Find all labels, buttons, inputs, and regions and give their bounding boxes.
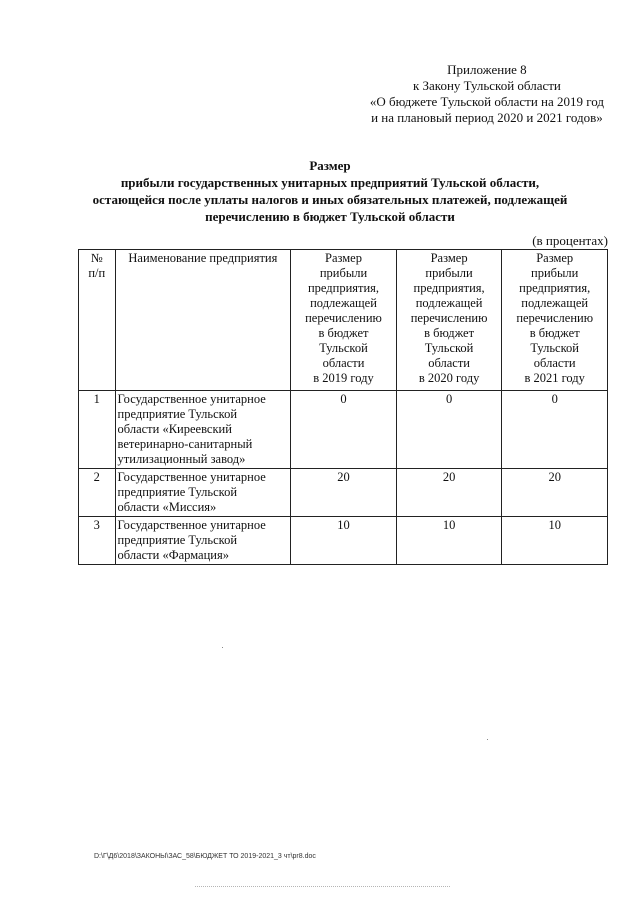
scan-artifact-line (195, 886, 450, 887)
row-number: 3 (79, 517, 116, 565)
row-number: 1 (79, 391, 116, 469)
header-2019: Размер прибыли предприятия, подлежащей перечислению в бюджет Тульской области в 2019 году (291, 250, 397, 391)
enterprise-name: Государственное унитарное предприятие Тульской области «Фармация» (115, 517, 291, 565)
value-2019: 0 (291, 391, 397, 469)
table-row (79, 391, 608, 469)
value-2020: 0 (396, 391, 502, 469)
header-number: № п/п (79, 250, 116, 391)
appendix-law-ref: к Закону Тульской области (412, 78, 561, 93)
units-note: (в процентах) (532, 233, 608, 248)
document-title (70, 157, 590, 225)
value-2020: 10 (396, 517, 502, 565)
scan-speck (222, 647, 223, 648)
value-2021: 20 (502, 469, 608, 517)
value-2021: 0 (502, 391, 608, 469)
profit-table (78, 249, 608, 565)
value-2019: 10 (291, 517, 397, 565)
appendix-law-period: и на плановый период 2020 и 2021 годов» (371, 110, 603, 125)
value-2020: 20 (396, 469, 502, 517)
scan-speck (487, 739, 488, 740)
table-row (79, 469, 608, 517)
header-2020: Размер прибыли предприятия, подлежащей перечислению в бюджет Тульской области в 2020 году (396, 250, 502, 391)
enterprise-name: Государственное унитарное предприятие Тульской области «Миссия» (115, 469, 291, 517)
title-line: остающейся после уплаты налогов и иных обязательных платежей, подлежащей (92, 192, 568, 207)
table-row (79, 517, 608, 565)
title-line: Размер (309, 158, 351, 173)
title-line: перечислению в бюджет Тульской области (205, 209, 455, 224)
value-2019: 20 (291, 469, 397, 517)
enterprise-name: Государственное унитарное предприятие Тульской области «Киреевский ветеринарно-санитарный утилизационный завод» (115, 391, 291, 469)
title-line: прибыли государственных унитарных предприятий Тульской области, (120, 175, 540, 190)
header-2021: Размер прибыли предприятия, подлежащей перечислению в бюджет Тульской области в 2021 году (502, 250, 608, 391)
appendix-number: Приложение 8 (447, 62, 527, 77)
value-2021: 10 (502, 517, 608, 565)
table-header-row (79, 250, 608, 391)
row-number: 2 (79, 469, 116, 517)
file-path-footer: D:\Г\Д6\2018\ЗАКОНЫ\ЗАС_58\БЮДЖЕТ ТО 2019-2021_3 чт\pr8.doc (94, 853, 316, 860)
appendix-header (370, 62, 604, 126)
header-enterprise-name: Наименование предприятия (115, 250, 291, 391)
appendix-law-title: «О бюджете Тульской области на 2019 год (369, 94, 604, 109)
